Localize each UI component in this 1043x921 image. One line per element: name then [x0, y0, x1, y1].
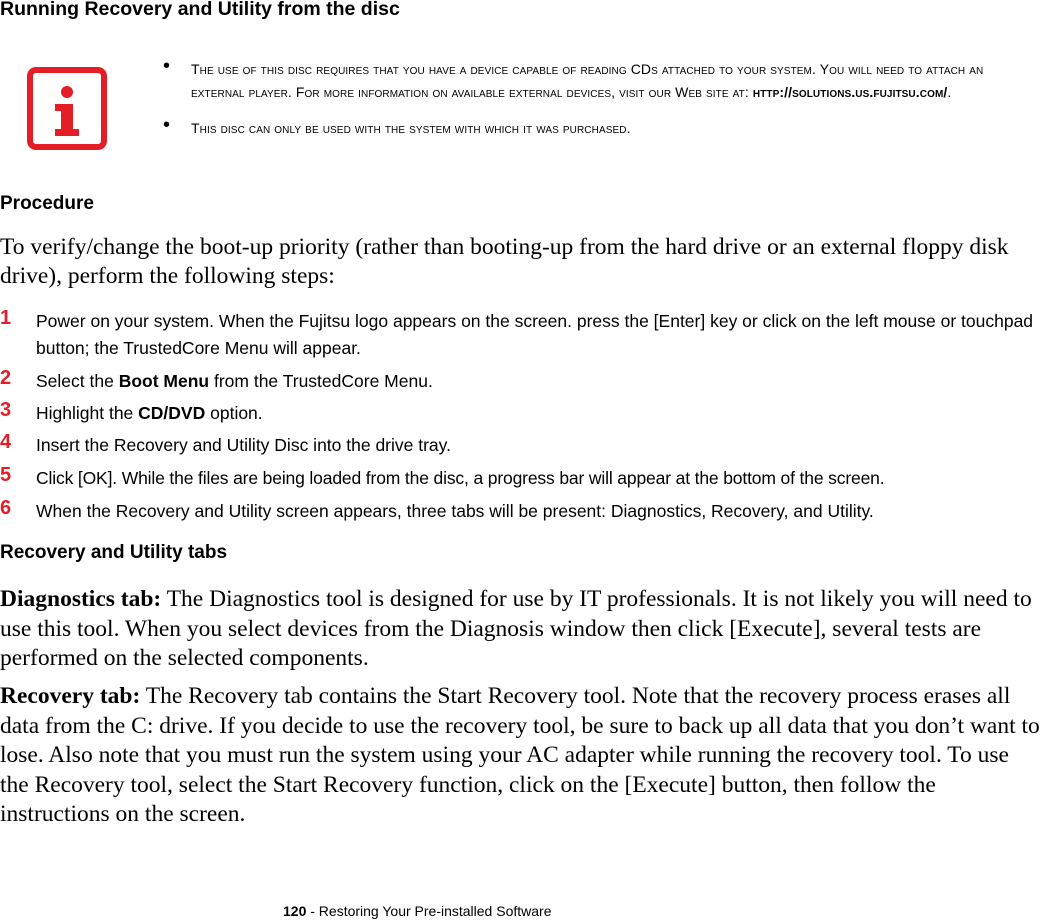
step-number: 6 [0, 497, 12, 519]
step-text: Highlight the [36, 403, 139, 423]
bullet: • [163, 55, 171, 77]
info-icon [27, 67, 107, 150]
notes-list [160, 55, 1040, 153]
step-item [0, 368, 1043, 400]
step-text: Insert the Recovery and Utility Disc into the drive tray. [36, 435, 451, 455]
diagnostics-label: Diagnostics tab: [0, 586, 162, 612]
step-number: 3 [0, 399, 12, 421]
step-text: Power on your system. When the Fujitsu logo appears on the screen. press the [Enter] key or click on the left mouse or touchpad button; the TrustedCore Menu will appear. [36, 311, 1034, 358]
recovery-paragraph [0, 682, 1040, 830]
step-item [0, 400, 1043, 432]
step-number: 5 [0, 464, 12, 486]
note-item [160, 114, 1040, 140]
procedure-intro: To verify/change the boot-up priority (rather than booting-up from the hard drive or an external floppy disk drive), perform the following steps: [0, 234, 1009, 289]
step-item [0, 432, 1043, 465]
section-title: Running Recovery and Utility from the disc [0, 0, 400, 20]
page-footer [283, 903, 551, 919]
step-number: 4 [0, 431, 12, 453]
step-number: 1 [0, 307, 12, 329]
step-text-end: from the TrustedCore Menu. [209, 371, 433, 391]
tabs-heading: Recovery and Utility tabs [0, 542, 228, 563]
recovery-text: The Recovery tab contains the Start Recovery tool. Note that the recovery process erases all data from the C: drive. If you decide to use the recovery tool, be sure to back up all data that you don’t want to lose. Also note that you must run the system using your AC adapter while running the recovery tool. To use the Recovery tool, select the Start Recovery function, click on the [Execute] button, then follow the instructions on the screen. [0, 683, 1040, 827]
step-item [0, 308, 1043, 362]
step-text: When the Recovery and Utility screen appears, three tabs will be present: Diagnostics, Recovery, and Utility. [36, 501, 874, 521]
step-bold: CD/DVD [138, 403, 206, 423]
diagnostics-text: The Diagnostics tool is designed for use by IT professionals. It is not likely you will need to use this tool. When you select devices from the Diagnosis window then click [Execute], several tests are performed on the selected components. [0, 586, 1032, 671]
note-item [160, 55, 1040, 104]
step-number: 2 [0, 367, 12, 389]
footer-text: - Restoring Your Pre-installed Software [306, 903, 552, 919]
note-text: The use of this disc requires that you have a device capable of reading CDs attached to your system. You will need to attach an external player. For more information on available external devices, visit our Web site at: [191, 61, 984, 100]
recovery-label: Recovery tab: [0, 683, 141, 709]
support-link[interactable]: http://solutions.us.fujitsu.com/ [752, 84, 948, 100]
step-text: Select the [36, 371, 119, 391]
procedure-heading: Procedure [0, 193, 94, 214]
note-text: This disc can only be used with the system with which it was purchased. [191, 120, 631, 136]
step-item [0, 465, 1043, 498]
diagnostics-paragraph [0, 585, 1040, 674]
step-text-end: option. [205, 403, 263, 423]
page-number: 120 [283, 903, 307, 919]
bullet: • [163, 114, 171, 136]
step-item [0, 498, 1043, 531]
note-text-end: . [947, 84, 952, 100]
steps-list [0, 308, 1043, 531]
step-text: Click [OK]. While the files are being loaded from the disc, a progress bar will appear at the bottom of the screen. [36, 468, 885, 488]
step-bold: Boot Menu [118, 371, 210, 391]
